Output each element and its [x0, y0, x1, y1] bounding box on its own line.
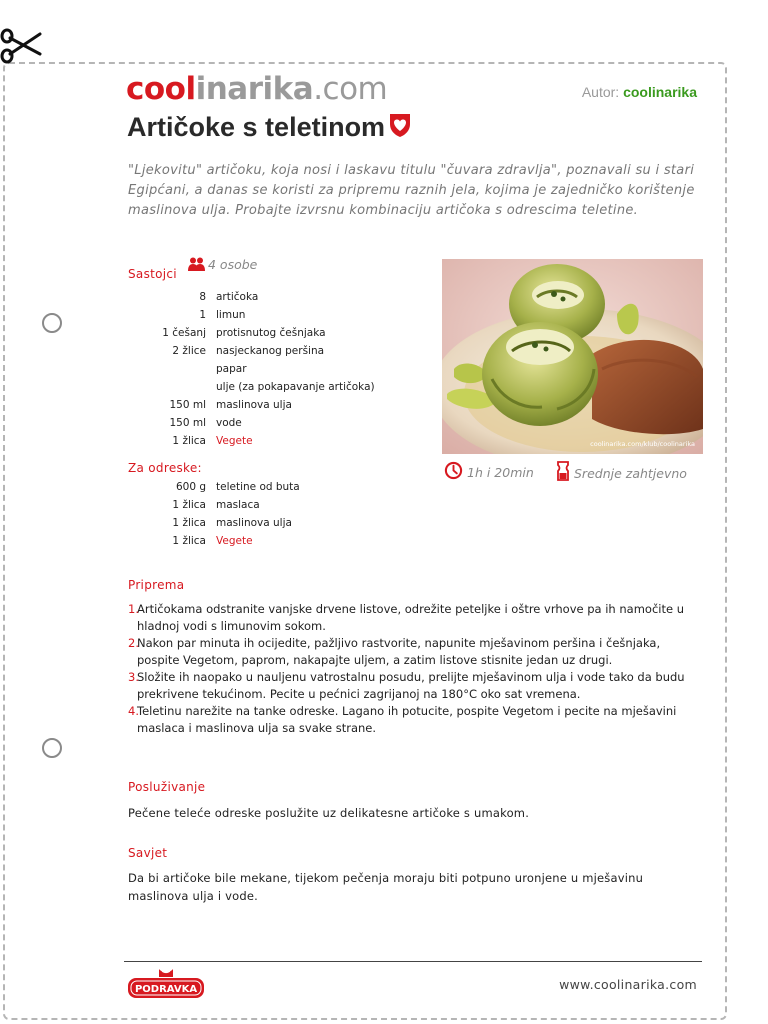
recipe-title	[127, 112, 412, 143]
ingredient-qty: 1 žlica	[172, 517, 206, 529]
podravka-logo[interactable]	[126, 968, 206, 1002]
ingredient-qty: 8	[199, 291, 206, 303]
ingredient-name: maslinova ulja	[216, 517, 292, 529]
author-line	[582, 84, 697, 100]
people-icon	[188, 257, 206, 271]
recipe-title-text: Artičoke s teletinom	[127, 112, 386, 142]
step-number: 1.	[128, 602, 139, 616]
ingredient-qty: 2 žlice	[172, 345, 206, 357]
punch-hole-bottom	[42, 738, 62, 758]
ingredient-name: papar	[216, 363, 247, 375]
steaks-label: Za odreske:	[128, 461, 202, 475]
preparation-steps	[128, 601, 698, 737]
site-logo[interactable]	[126, 70, 387, 108]
podravka-text: PODRAVKA	[134, 984, 198, 995]
logo-inarika: inarika	[195, 71, 314, 107]
clock-icon	[444, 461, 463, 480]
ingredient-row	[126, 396, 375, 414]
step-text: Teletinu narežite na tanke odreske. Lagano ih potucite, pospite Vegetom i pecite na mješavini maslaca i maslinova ulja sa svake strane.	[137, 704, 677, 735]
ingredient-row	[126, 496, 300, 514]
difficulty-text: Srednje zahtjevno	[574, 466, 687, 481]
ingredient-row	[126, 288, 375, 306]
serving-label: Posluživanje	[128, 780, 206, 794]
recipe-intro: "Ljekovitu" artičoku, koja nosi i laskavu titulu "čuvara zdravlja", poznavali su i stari Egipćani, a danas se koristi za pripremu raznih jela, kojima je zajedničko korištenje maslinova ulja. Probajte izvrsnu kombinaciju artičoka s odrescima teletine.	[128, 163, 695, 218]
logo-dotcom: .com	[313, 71, 388, 107]
servings-text: 4 osobe	[208, 257, 258, 272]
ingredient-link-vegeta[interactable]: Vegete	[216, 535, 253, 547]
logo-cool: cool	[126, 71, 196, 107]
ingredient-qty: 150 ml	[169, 399, 206, 411]
step-number: 3.	[128, 670, 139, 684]
dish-photo	[442, 259, 703, 454]
ingredient-name: maslinova ulja	[216, 399, 292, 411]
ingredient-row	[126, 378, 375, 396]
prep-time	[444, 461, 534, 480]
preparation-step	[128, 635, 698, 669]
step-text: Nakon par minuta ih ocijedite, pažljivo rastvorite, napunite mješavinom peršina i češnjaka, pospite Vegetom, paprom, nakapajte uljem, a zatim listove stisnite jedan uz drugi.	[137, 636, 661, 667]
tip-label: Savjet	[128, 846, 168, 860]
ingredients-table	[126, 288, 375, 450]
ingredient-name: maslaca	[216, 499, 260, 511]
ingredient-qty: 1	[199, 309, 206, 321]
website-link[interactable]: www.coolinarika.com	[559, 977, 697, 992]
ingredient-row	[126, 306, 375, 324]
ingredient-name: vode	[216, 417, 242, 429]
author-name[interactable]: coolinarika	[623, 84, 697, 100]
ingredient-name: ulje (za pokapavanje artičoka)	[216, 381, 375, 393]
scissors-icon	[0, 24, 44, 64]
ingredient-row	[126, 414, 375, 432]
ingredient-row	[126, 360, 375, 378]
ingredient-qty	[126, 378, 216, 396]
ingredient-name: protisnutog češnjaka	[216, 327, 326, 339]
ingredient-name: artičoka	[216, 291, 259, 303]
prep-time-text: 1h i 20min	[467, 465, 534, 480]
heart-shield-icon	[388, 112, 412, 138]
ingredient-name: teletine od buta	[216, 481, 300, 493]
ingredient-row	[126, 342, 375, 360]
tip-text: Da bi artičoke bile mekane, tijekom pečenja moraju biti potpuno uronjene u mješavinu maslinova ulja i vode.	[128, 871, 644, 903]
serving-text: Pečene teleće odreske poslužite uz delikatesne artičoke s umakom.	[128, 806, 530, 820]
ingredient-qty: 1 žlica	[172, 499, 206, 511]
ingredient-row	[126, 532, 300, 550]
preparation-step	[128, 703, 698, 737]
ingredient-name: nasjeckanog peršina	[216, 345, 325, 357]
step-text: Složite ih naopako u nauljenu vatrostalnu posudu, prelijte mješavinom ulja i vode tako da budu prekrivene tekućinom. Pecite u pećnici zagrijanoj na 180°C oko sat vremena.	[137, 670, 685, 701]
ingredient-row	[126, 324, 375, 342]
ingredient-qty: 1 žlica	[172, 435, 206, 447]
servings	[188, 257, 257, 272]
ingredient-row	[126, 478, 300, 496]
ingredient-row	[126, 432, 375, 450]
author-label: Autor:	[581, 84, 620, 100]
ingredient-qty: 600 g	[175, 481, 206, 493]
ingredient-row	[126, 514, 300, 532]
ingredient-qty: 150 ml	[169, 417, 206, 429]
ingredient-qty	[126, 360, 216, 378]
footer-divider	[124, 961, 702, 962]
step-number: 4.	[128, 704, 139, 718]
step-number: 2.	[128, 636, 139, 650]
ingredient-qty: 1 žlica	[172, 535, 206, 547]
photo-credit: coolinarika.com/klub/coolinarika	[590, 440, 695, 448]
difficulty	[556, 461, 687, 481]
ingredient-link-vegeta[interactable]: Vegete	[216, 435, 253, 447]
step-text: Artičokama odstranite vanjske drvene listove, odrežite peteljke i oštre vrhove pa ih namočite u hladnoj vodi s limunovim sokom.	[137, 602, 684, 633]
chef-hat-icon	[556, 461, 570, 481]
ingredient-qty: 1 češanj	[162, 327, 206, 339]
steaks-table	[126, 478, 300, 550]
ingredients-label: Sastojci	[128, 267, 177, 281]
ingredient-name: limun	[216, 309, 246, 321]
punch-hole-top	[42, 313, 62, 333]
preparation-step	[128, 669, 698, 703]
podravka-logo-graphic	[126, 968, 206, 1002]
dish-illustration	[442, 259, 703, 454]
preparation-step	[128, 601, 698, 635]
preparation-label: Priprema	[128, 578, 185, 592]
